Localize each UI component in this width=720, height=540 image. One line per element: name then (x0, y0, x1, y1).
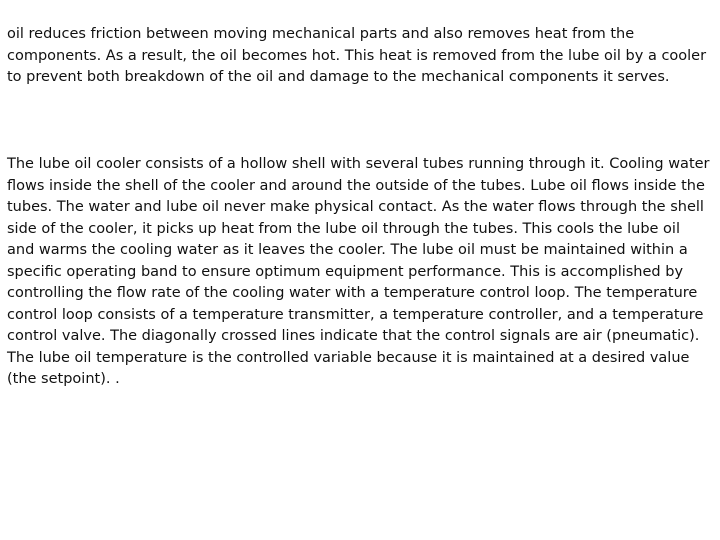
paragraph-lube-oil-cooler: The lube oil cooler consists of a hollow shell with several tubes running through it. Cooling water flows inside the shell of the cooler and around the outside of the tubes. Lube oil flows inside the tubes. The water and lube oil never make physical contact. As the water flows through the shell side of the cooler, it picks up heat from the lube oil through the tubes. This cools the lube oil and warms the cooling water as it leaves the cooler. The lube oil must be maintained within a specific operating band to ensure optimum equipment performance. This is accomplished by controlling the flow rate of the cooling water with a temperature control loop. The temperature control loop consists of a temperature transmitter, a temperature controller, and a temperature control valve. The diagonally crossed lines indicate that the control signals are air (pneumatic). The lube oil temperature is the controlled variable because it is maintained at a desired value (the setpoint). . (7, 156, 710, 387)
paragraph-oil-friction-heat: oil reduces friction between moving mechanical parts and also removes heat from the components. As a result, the oil becomes hot. This heat is removed from the lube oil by a cooler to prevent both breakdown of the oil and damage to the mechanical components it serves. (7, 26, 707, 85)
